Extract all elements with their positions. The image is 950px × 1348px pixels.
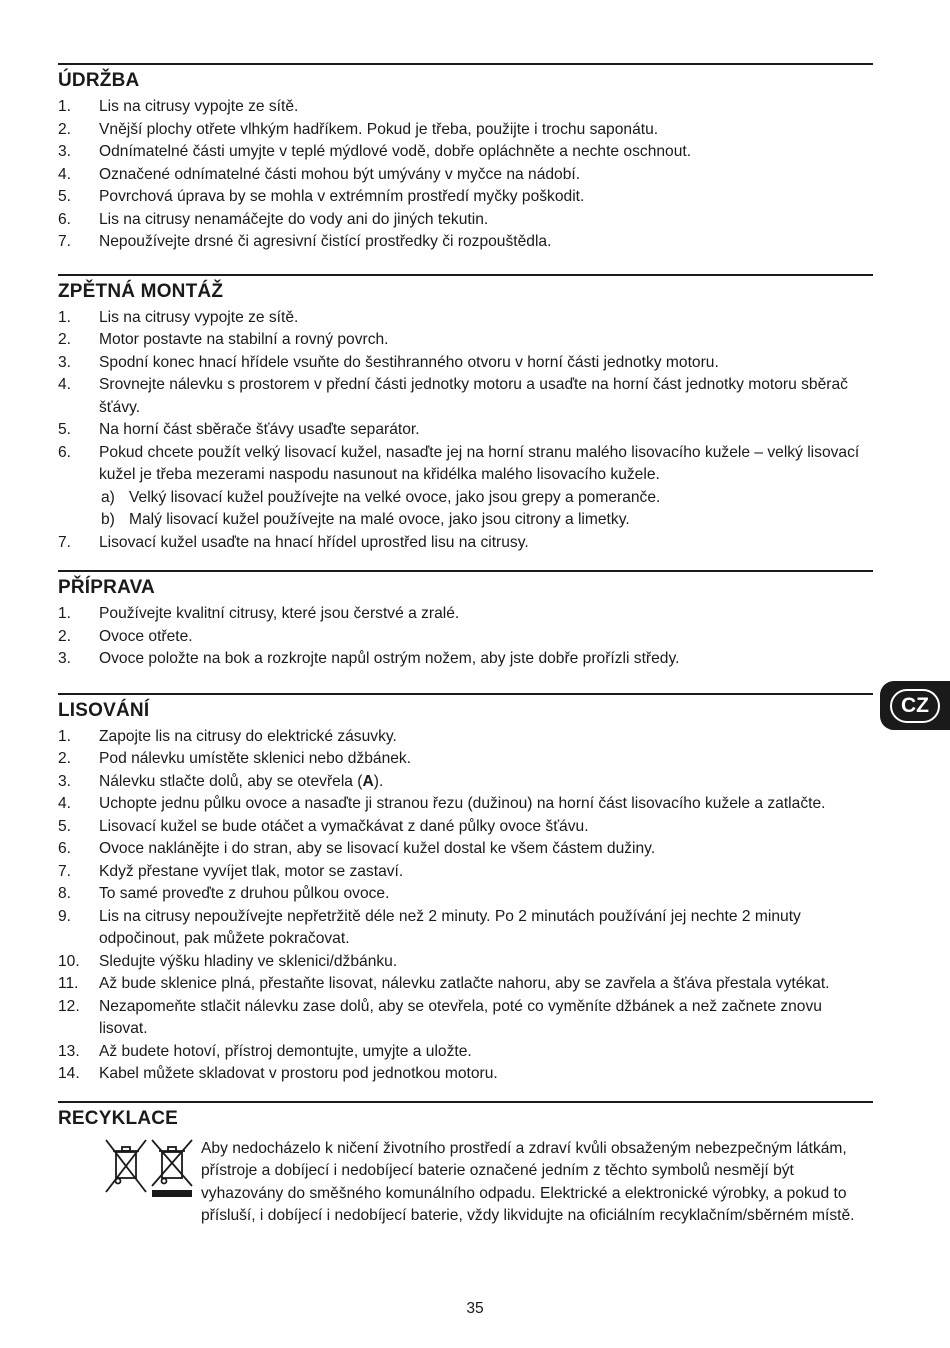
list-item: 4. Označené odnímatelné části mohou být umývány v myčce na nádobí. <box>58 165 581 183</box>
recycling-symbols <box>58 1138 201 1228</box>
list-item: 2. Ovoce otřete. <box>58 627 193 645</box>
section-recyklace <box>58 1101 873 1228</box>
list-item: 3. Spodní konec hnací hřídele vsuňte do šestihranného otvoru v horní části jednotky motoru. <box>58 353 719 371</box>
recycling-block <box>58 1138 873 1228</box>
list-item: 3. Odnímatelné části umyjte v teplé mýdlové vodě, dobře opláchněte a nechte oschnout. <box>58 143 692 160</box>
list-item: 9. Lis na citrusy nepoužívejte nepřetržitě déle než 2 minuty. Po 2 minutách používání jej nechte 2 minuty odpočinout, pak můžete pokračovat. <box>58 907 801 947</box>
list-udrzba <box>58 96 873 254</box>
list-item: 1. Zapojte lis na citrusy do elektrické zásuvky. <box>58 727 397 745</box>
heading-zpetna-montaz: ZPĚTNÁ MONTÁŽ <box>58 280 224 302</box>
heading-recyklace: RECYKLACE <box>58 1107 179 1129</box>
list-item: 7. Lisovací kužel usaďte na hnací hřídel uprostřed lisu na citrusy. <box>58 533 529 551</box>
sub-list-item: b) Malý lisovací kužel používejte na malé ovoce, jako jsou citrony a limetky. <box>101 511 630 528</box>
list-item: 3. Ovoce položte na bok a rozkrojte napůl ostrým nožem, aby jste dobře prořízli středy. <box>58 650 680 667</box>
list-item: 5. Povrchová úprava by se mohla v extrémním prostředí myčky poškodit. <box>58 188 585 205</box>
language-badge: CZ <box>890 689 940 723</box>
list-item: 6. Pokud chcete použít velký lisovací kužel, nasaďte jej na horní stranu malého lisovacího kužele – velký lisovací kužel je třeba mezerami naspodu nasunout na křidélka malého lisovacího kužele. <box>58 443 860 483</box>
page-number: 35 <box>466 1300 484 1317</box>
section-zpetna-montaz <box>58 274 873 555</box>
list-lisovani <box>58 726 873 1086</box>
list-item: 6. Lis na citrusy nenamáčejte do vody ani do jiných tekutin. <box>58 210 489 228</box>
list-item: 13. Až budete hotoví, přístroj demontujte, umyjte a uložte. <box>58 1042 472 1060</box>
list-item: 2. Motor postavte na stabilní a rovný povrch. <box>58 331 389 348</box>
list-zpetna-montaz <box>58 307 873 555</box>
list-item: 7. Když přestane vyvíjet tlak, motor se zastaví. <box>58 862 404 880</box>
list-item: 8. To samé proveďte z druhou půlkou ovoce. <box>58 885 390 902</box>
list-item: 12. Nezapomeňte stlačit nálevku zase dolů, aby se otevřela, poté co vyměníte džbánek a než začnete znovu lisovat. <box>58 997 822 1037</box>
list-item: 4. Uchopte jednu půlku ovoce a nasaďte ji stranou řezu (dužinou) na horní část lisovacího kužele a zatlačte. <box>58 795 826 812</box>
list-item: 2. Vnější plochy otřete vlhkým hadříkem. Pokud je třeba, použijte i trochu saponátu. <box>58 120 659 138</box>
list-item: 2. Pod nálevku umístěte sklenici nebo džbánek. <box>58 750 412 767</box>
list-item: 11. Až bude sklenice plná, přestaňte lisovat, nálevku zatlačte nahoru, aby se zavřela a šťáva přestala vytékat. <box>58 975 830 992</box>
list-item: 5. Lisovací kužel se bude otáčet a vymačkávat z dané půlky ovoce šťávu. <box>58 817 589 835</box>
list-item: 1. Používejte kvalitní citrusy, které jsou čerstvé a zralé. <box>58 605 460 622</box>
list-item: 7. Nepoužívejte drsné či agresivní čistící prostředky či rozpouštědla. <box>58 233 552 250</box>
list-item: 4. Srovnejte nálevku s prostorem v přední části jednotky motoru a usaďte na horní část jednotky motoru sběrač šťávy. <box>58 376 848 416</box>
section-udrzba <box>58 63 873 254</box>
manual-page <box>58 63 873 1228</box>
section-priprava <box>58 570 873 671</box>
crossed-bin-icon <box>103 1138 149 1194</box>
crossed-bin-bar-icon <box>149 1138 195 1198</box>
sub-list-item: a) Velký lisovací kužel používejte na velké ovoce, jako jsou grepy a pomeranče. <box>101 488 661 506</box>
list-item: 3. Nálevku stlačte dolů, aby se otevřela (A). <box>58 771 873 794</box>
list-item: 6. Ovoce naklánějte i do stran, aby se lisovací kužel dostal ke všem částem dužiny. <box>58 840 656 857</box>
list-item: 1. Lis na citrusy vypojte ze sítě. <box>58 308 299 326</box>
list-item: 1. Lis na citrusy vypojte ze sítě. <box>58 98 299 115</box>
list-item-text: Nálevku stlačte dolů, aby se otevřela (A). <box>99 772 384 790</box>
recycling-text: Aby nedocházelo k ničení životního prostředí a zdraví kvůli obsaženým nebezpečným látkám, přístroje a dobíjecí i nedobíjecí baterie označené jedním z těchto symbolů nesmějí být vyhazovány do směšného komunálního odpadu. Elektrické a elektronické výrobky, a pokud to přísluší, i dobíjecí i nedobíjecí baterie, vždy likvidujte na oficiálním recyklačním/sběrném místě. <box>201 1139 855 1224</box>
list-item: 5. Na horní část sběrače šťávy usaďte separátor. <box>58 421 420 438</box>
heading-lisovani: LISOVÁNÍ <box>58 699 150 721</box>
heading-udrzba: ÚDRŽBA <box>58 70 140 91</box>
list-item: 14. Kabel můžete skladovat v prostoru pod jednotkou motoru. <box>58 1065 498 1082</box>
heading-priprava: PŘÍPRAVA <box>58 577 155 598</box>
list-item: 10. Sledujte výšku hladiny ve sklenici/džbánku. <box>58 952 398 970</box>
list-priprava <box>58 603 873 671</box>
language-tab <box>880 681 950 730</box>
section-lisovani <box>58 693 873 1086</box>
